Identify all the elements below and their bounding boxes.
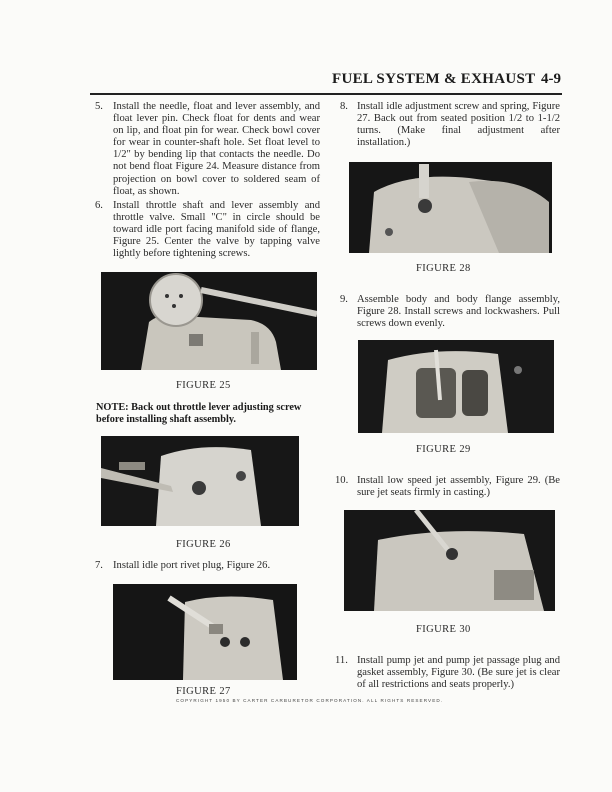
- figure-30-photo: [344, 510, 555, 611]
- step-number: 6.: [95, 200, 103, 211]
- step-text: Install low speed jet assembly, Figure 29. (Be sure jet seats firmly in casting.): [357, 475, 560, 499]
- figure-27-photo: [113, 584, 297, 680]
- step-number: 7.: [95, 560, 103, 571]
- figure-25-caption: FIGURE 25: [176, 380, 231, 391]
- copyright-footer: COPYRIGHT 1950 BY CARTER CARBURETOR CORPORATION. ALL RIGHTS RESERVED.: [176, 698, 444, 703]
- step-text: Assemble body and body flange assembly, Figure 28. Install screws and lockwashers. Pull screws down evenly.: [357, 294, 560, 330]
- figure-26-photo: [101, 436, 299, 526]
- figure-29-caption: FIGURE 29: [416, 444, 471, 455]
- page-number: 4-9: [541, 71, 561, 87]
- step-text: Install idle port rivet plug, Figure 26.: [113, 560, 271, 571]
- figure-28-photo: [349, 162, 552, 253]
- figure-25-photo: [101, 272, 317, 370]
- step-8: [340, 101, 560, 149]
- figure-30-caption: FIGURE 30: [416, 624, 471, 635]
- figure-28-caption: FIGURE 28: [416, 263, 471, 274]
- figure-26-caption: FIGURE 26: [176, 539, 231, 550]
- step-number: 8.: [340, 101, 348, 112]
- figure-29-photo: [358, 340, 554, 433]
- step-9: [340, 294, 560, 330]
- step-11: [335, 655, 560, 691]
- step-text: Install the needle, float and lever assembly, and float lever pin. Check float for dents and wear on lip, and float pin for wear. Check bowl cover for wear in counter-shaft hole. Set float level to 1/2" by bending lip that contacts the needle. Do not bend float Figure 24. Measure distance from projection on bowl cover to soldered seam of float, as shown.: [113, 101, 320, 197]
- step-number: 9.: [340, 294, 348, 305]
- step-text: Install idle adjustment screw and spring, Figure 27. Back out from seated position 1/2 to 1-1/2 turns. (Make final adjustment after installation.): [357, 101, 560, 149]
- step-7: [95, 560, 320, 572]
- step-number: 5.: [95, 101, 103, 112]
- step-10: [335, 475, 560, 499]
- header-rule: [90, 93, 562, 95]
- step-5: [95, 101, 320, 198]
- step-number: 11.: [335, 655, 348, 666]
- step-text: Install throttle shaft and lever assembly and throttle valve. Small "C" in circle should be toward idle port facing manifold side of flange, Figure 25. Center the valve by tapping valve lightly before tightening screws.: [113, 200, 320, 260]
- step-number: 10.: [335, 475, 349, 486]
- figure-27-caption: FIGURE 27: [176, 686, 231, 697]
- step-text: Install pump jet and pump jet passage plug and gasket assembly, Figure 30. (Be sure jet is clear of all restrictions and seats properly.): [357, 655, 560, 691]
- step-6: [95, 200, 320, 260]
- note: NOTE: Back out throttle lever adjusting screw before installing shaft assembly.: [96, 402, 302, 425]
- section-title: FUEL SYSTEM & EXHAUST: [332, 71, 536, 87]
